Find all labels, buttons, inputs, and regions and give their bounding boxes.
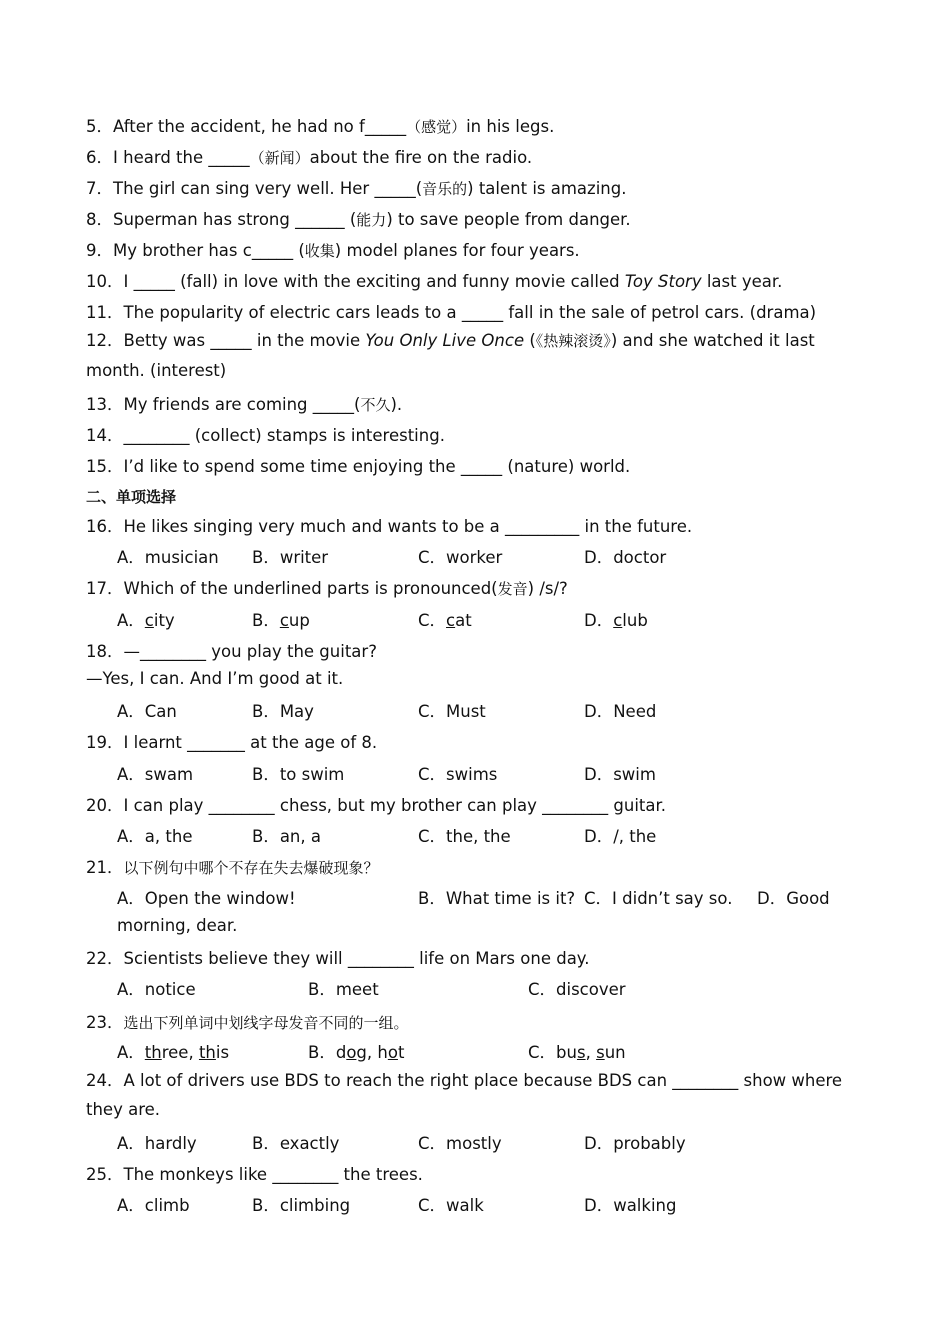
item-10: 10．I _____ (fall) in love with the exciting and funny movie called Toy Story last year. [86,272,783,291]
item-8: 8．Superman has strong ______ (能力) to save people from danger. [86,210,631,229]
q23-option-c[interactable]: C．bus, sun [528,1043,626,1062]
question-18-reply: —Yes, I can. And I’m good at it. [86,669,344,688]
q18-option-c[interactable]: C．Must [418,702,486,721]
q25-option-a[interactable]: A．climb [117,1196,190,1215]
q21-option-c[interactable]: C．I didn’t say so. [584,889,733,908]
q20-option-c[interactable]: C．the, the [418,827,511,846]
item-14: 14．________ (collect) stamps is interesting. [86,426,445,445]
question-22: 22．Scientists believe they will ________ life on Mars one day. [86,949,590,968]
q17-option-d[interactable]: D．club [584,611,648,630]
item-9: 9．My brother has c_____ (收集) model planes for four years. [86,241,580,260]
q19-option-c[interactable]: C．swims [418,765,498,784]
q19-option-b[interactable]: B．to swim [252,765,345,784]
question-18: 18．—________ you play the guitar? [86,642,377,661]
q21-option-a[interactable]: A．Open the window! [117,889,296,908]
item-6: 6．I heard the _____（新闻）about the fire on the radio. [86,148,533,167]
q18-option-b[interactable]: B．May [252,702,314,721]
q20-option-a[interactable]: A．a, the [117,827,193,846]
q21-option-d-continued: morning, dear. [117,916,238,935]
item-13: 13．My friends are coming _____(不久). [86,395,403,414]
question-16: 16．He likes singing very much and wants to be a _________ in the future. [86,517,693,536]
q16-option-c[interactable]: C．worker [418,548,503,567]
q22-option-c[interactable]: C．discover [528,980,626,999]
q18-option-a[interactable]: A．Can [117,702,177,721]
q23-option-b[interactable]: B．dog, hot [308,1043,405,1062]
q20-option-d[interactable]: D．/, the [584,827,657,846]
q21-option-b[interactable]: B．What time is it? [418,889,576,908]
question-24: 24．A lot of drivers use BDS to reach the right place because BDS can ________ show where they are. [86,1071,843,1119]
item-5: 5．After the accident, he had no f_____（感觉）in his legs. [86,117,555,136]
q24-option-d[interactable]: D．probably [584,1134,686,1153]
q24-option-a[interactable]: A．hardly [117,1134,197,1153]
item-11: 11．The popularity of electric cars leads to a _____ fall in the sale of petrol cars. (drama) [86,303,817,322]
q24-option-c[interactable]: C．mostly [418,1134,502,1153]
q16-option-b[interactable]: B．writer [252,548,329,567]
q22-option-a[interactable]: A．notice [117,980,196,999]
q18-option-d[interactable]: D．Need [584,702,657,721]
q23-option-a[interactable]: A．three, this [117,1043,230,1062]
q19-option-a[interactable]: A．swam [117,765,194,784]
q25-option-d[interactable]: D．walking [584,1196,677,1215]
question-17: 17．Which of the underlined parts is pronounced(发音) /s/? [86,579,568,598]
q20-option-b[interactable]: B．an, a [252,827,321,846]
q16-option-a[interactable]: A．musician [117,548,219,567]
q17-option-b[interactable]: B．cup [252,611,310,630]
question-23: 23．选出下列单词中划线字母发音不同的一组。 [86,1013,409,1032]
question-20: 20．I can play ________ chess, but my brother can play ________ guitar. [86,796,667,815]
q16-option-d[interactable]: D．doctor [584,548,667,567]
q24-option-b[interactable]: B．exactly [252,1134,340,1153]
q25-option-b[interactable]: B．climbing [252,1196,351,1215]
question-25: 25．The monkeys like ________ the trees. [86,1165,423,1184]
q17-option-a[interactable]: A．city [117,611,175,630]
q21-option-d[interactable]: D．Good [757,889,830,908]
section-title: 二、单项选择 [86,488,177,506]
item-15: 15．I’d like to spend some time enjoying the _____ (nature) world. [86,457,631,476]
q17-option-c[interactable]: C．cat [418,611,472,630]
question-21: 21．以下例句中哪个不存在失去爆破现象？ [86,858,379,877]
item-7: 7．The girl can sing very well. Her _____(音乐的) talent is amazing. [86,179,627,198]
item-12: 12．Betty was _____ in the movie You Only Live Once (《热辣滚烫》) and she watched it last month. (interest) [86,331,815,380]
q19-option-d[interactable]: D．swim [584,765,656,784]
q25-option-c[interactable]: C．walk [418,1196,484,1215]
q22-option-b[interactable]: B．meet [308,980,379,999]
question-19: 19．I learnt _______ at the age of 8. [86,733,378,752]
